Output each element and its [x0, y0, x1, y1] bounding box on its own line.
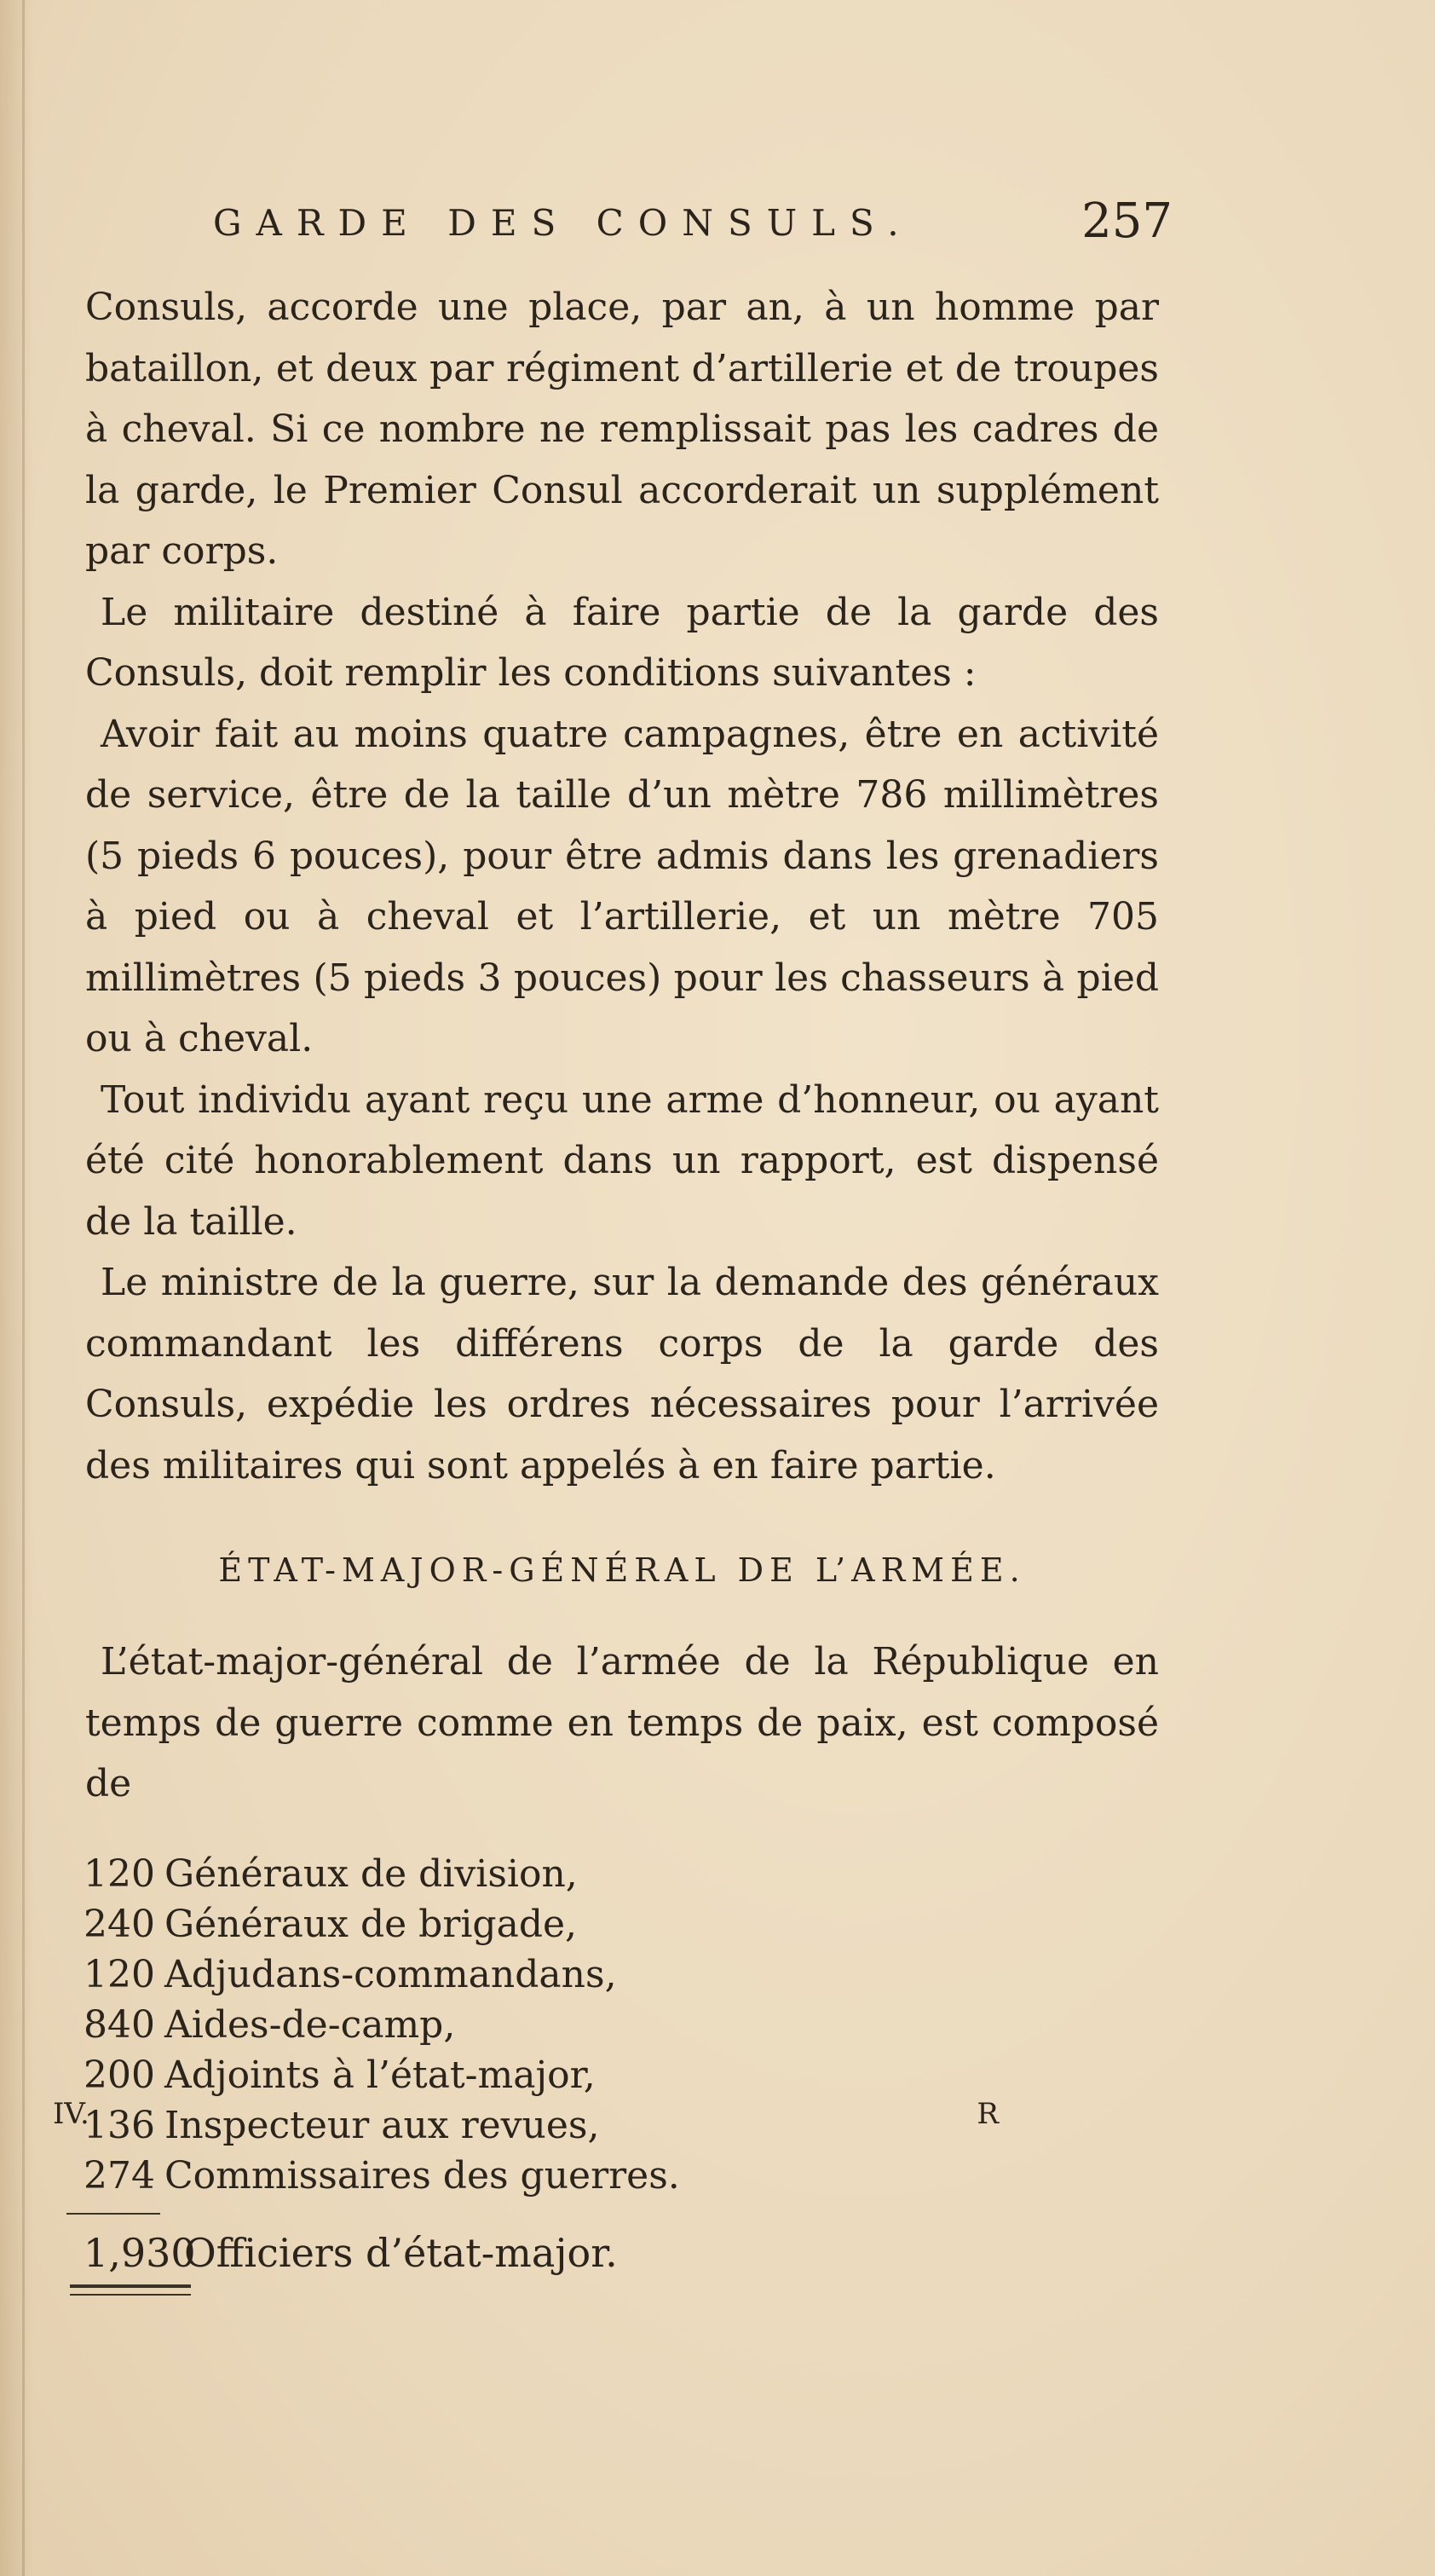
list-item-count: 136 [84, 2103, 155, 2147]
list-item-count: 240 [84, 1902, 155, 1946]
list-item-count: 840 [84, 2002, 155, 2047]
list-item [84, 1899, 1159, 1949]
list-item [84, 1949, 1159, 2000]
page-footer [53, 2097, 999, 2148]
paragraph: Le militaire destiné à faire partie de la garde des Consuls, doit remplir les conditions suivantes : [85, 590, 1159, 695]
total-count: 1,930 [84, 2229, 196, 2276]
total-label: Officiers d’état-major. [184, 2229, 618, 2276]
list-item-label: Adjudans-commandans, [164, 1952, 617, 1996]
section-intro-block [85, 1632, 1159, 1815]
list-item [84, 2000, 1159, 2050]
list-item-label: Aides-de-camp, [164, 2002, 456, 2047]
signature-mark: IV. [53, 2097, 89, 2131]
list-item-label: Adjoints à l’état-major, [164, 2053, 596, 2097]
page-number: 257 [1081, 193, 1173, 249]
body-text [85, 277, 1159, 1496]
paragraph: Le ministre de la guerre, sur la demande des généraux commandant les différens corps de la garde des Consuls, expédie les ordres nécessaires pour l’arrivée des militaires qui sont appelés à en faire partie. [85, 1261, 1159, 1487]
section-heading: ÉTAT-MAJOR-GÉNÉRAL DE L’ARMÉE. [218, 1551, 1026, 1589]
total-double-rule [70, 2284, 191, 2296]
sum-rule [66, 2213, 160, 2215]
paragraph: Tout individu ayant reçu une arme d’honneur, ou ayant été cité honorablement dans un rapport, est dispensé de la taille. [85, 1077, 1159, 1244]
list-item [84, 1849, 1159, 1899]
list-item [84, 2151, 1159, 2201]
page-content [84, 183, 1173, 2296]
list-item-label: Généraux de brigade, [164, 1902, 578, 1946]
page-edge-shadow [22, 0, 25, 2576]
list-item-count: 274 [84, 2153, 155, 2198]
list-item-label: Inspecteur aux revues, [164, 2103, 600, 2147]
list-item [84, 2050, 1159, 2100]
signature-letter: R [977, 2097, 999, 2131]
paragraph: Avoir fait au moins quatre campagnes, être en activité de service, être de la taille d’un mètre 786 millimètres (5 pieds 6 pouces), pour être admis dans les grenadiers à pied ou à cheval et l’artillerie, et un mètre 705 millimètres (5 pieds 3 pouces) pour les chasseurs à pied ou à cheval. [85, 712, 1159, 1060]
staff-list [84, 1849, 1159, 2296]
running-title: GARDE DES CONSULS. [213, 202, 913, 244]
list-item-count: 120 [84, 1952, 155, 1996]
total-row [84, 2225, 1159, 2281]
running-head [85, 183, 1173, 277]
section-intro: L’état-major-général de l’armée de la République en temps de guerre comme en temps de paix, est composé de [85, 1640, 1159, 1805]
list-item-label: Commissaires des guerres. [164, 2153, 680, 2198]
list-item-label: Généraux de division, [164, 1851, 578, 1896]
paragraph: Consuls, accorde une place, par an, à un homme par bataillon, et deux par régiment d’artillerie et de troupes à cheval. Si ce nombre ne remplissait pas les cadres de la garde, le Premier Consul accorderait un supplément par corps. [85, 286, 1159, 573]
list-item-count: 200 [84, 2053, 155, 2097]
list-item-count: 120 [84, 1851, 155, 1896]
